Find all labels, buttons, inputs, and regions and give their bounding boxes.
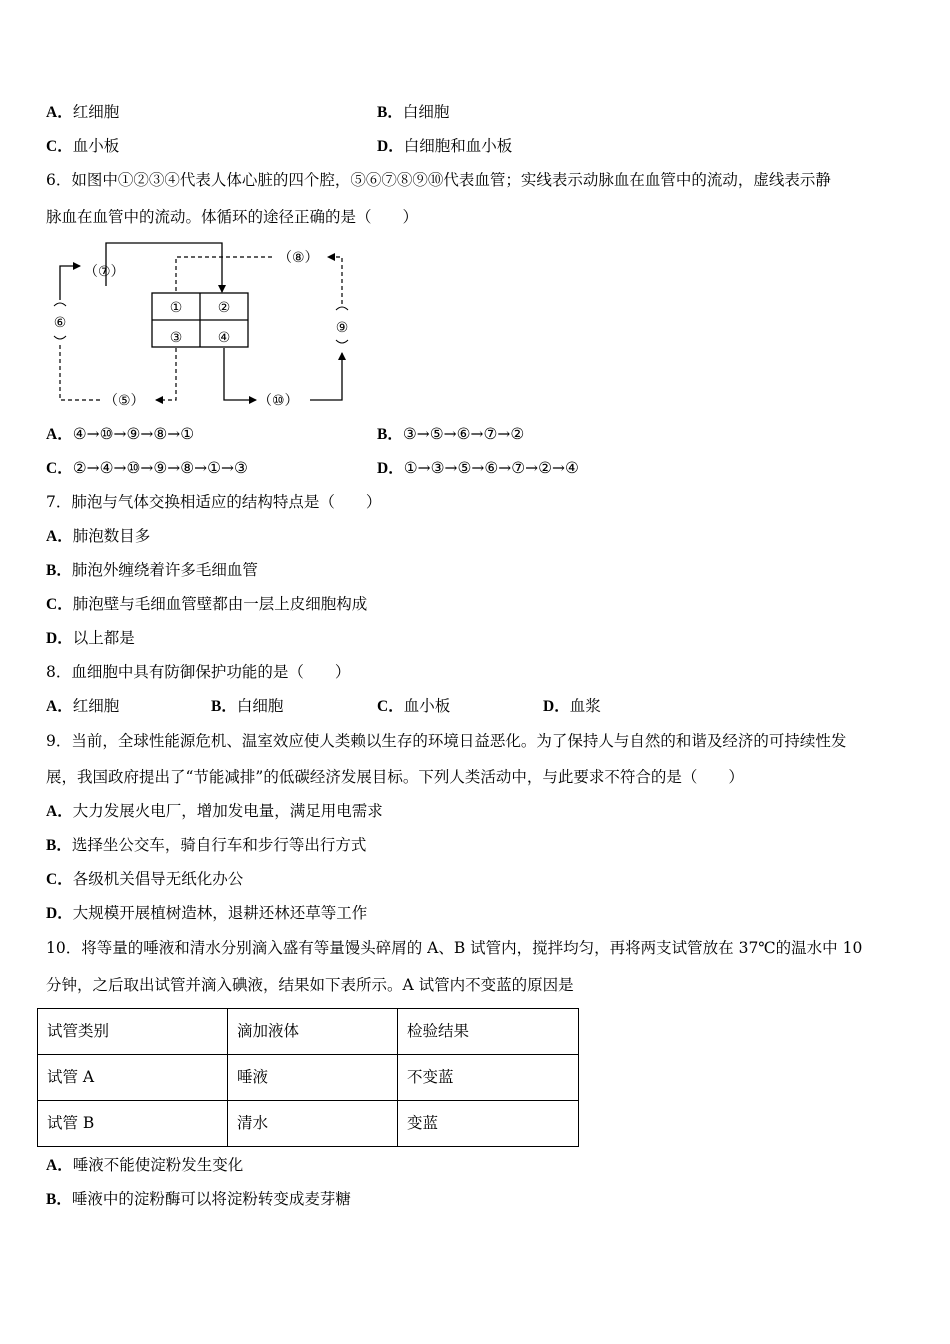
arrow-10-to-9 <box>310 353 342 400</box>
table-header-cell: 检验结果 <box>398 1009 579 1055</box>
option-letter: B． <box>46 837 72 854</box>
option-text: 肺泡外缠绕着许多毛细血管 <box>71 561 258 579</box>
chamber-4-label: ④ <box>217 330 231 346</box>
option-text: 大力发展火电厂，增加发电量，满足用电需求 <box>72 802 383 820</box>
q6-stem-line1: 6．如图中①②③④代表人体心脏的四个腔，⑤⑥⑦⑧⑨⑩代表血管；实线表示动脉血在血管中的流动，虚线表示静 <box>46 171 831 189</box>
q10-stem-line2: 分钟，之后取出试管并滴入碘液，结果如下表所示。A 试管内不变蓝的原因是 <box>46 976 574 994</box>
option-letter: C． <box>46 596 73 613</box>
option-text: 红细胞 <box>72 103 120 121</box>
option-text: 白细胞 <box>236 697 284 715</box>
q6-option-b <box>377 424 524 445</box>
table-cell: 变蓝 <box>398 1101 579 1147</box>
option-text: ③→⑤→⑥→⑦→② <box>402 425 525 443</box>
option-text: 白细胞 <box>402 103 450 121</box>
option-letter: D． <box>377 138 404 155</box>
option-text: 唾液中的淀粉酶可以将淀粉转变成麦芽糖 <box>71 1190 351 1208</box>
q10-stem-line1: 10．将等量的唾液和清水分别滴入盛有等量馒头碎屑的 A、B 试管内，搅拌均匀，再将两支试管放在 37℃的温水中 10 <box>46 939 863 957</box>
option-text: 肺泡壁与毛细血管壁都由一层上皮细胞构成 <box>72 595 368 613</box>
table-cell: 试管 A <box>38 1055 228 1101</box>
q8-option-c <box>377 696 450 717</box>
option-letter: C． <box>377 698 404 715</box>
q7-stem: 7．肺泡与气体交换相适应的结构特点是（ ） <box>46 493 382 511</box>
q9-option-d <box>46 903 367 924</box>
table-cell: 唾液 <box>228 1055 398 1101</box>
heart-chambers <box>152 293 248 347</box>
q5-option-b <box>377 102 449 123</box>
dashed-9-to-8 <box>328 257 342 304</box>
vessel-6-paren-bottom <box>54 336 66 339</box>
q10-option-b <box>46 1189 351 1210</box>
table-cell: 试管 B <box>38 1101 228 1147</box>
q7-option-d <box>46 628 135 649</box>
option-letter: B． <box>211 698 237 715</box>
chamber-3-label: ③ <box>169 330 183 346</box>
q6-option-a <box>46 424 194 445</box>
option-text: ①→③→⑤→⑥→⑦→②→④ <box>403 459 579 477</box>
q8-option-b <box>211 696 283 717</box>
q9-stem-line2: 展，我国政府提出了“节能减排”的低碳经济发展目标。下列人类活动中，与此要求不符合的是（ ） <box>46 768 744 786</box>
q6-option-c <box>46 458 248 479</box>
vessel-6-label: ⑥ <box>53 315 67 331</box>
vessel-5-label: （⑤） <box>104 393 145 409</box>
table-row <box>38 1055 579 1101</box>
option-letter: C． <box>46 138 73 155</box>
result-table <box>37 1008 579 1147</box>
option-letter: D． <box>46 630 73 647</box>
chamber-2-label: ② <box>217 300 231 316</box>
q6-stem-line2: 脉血在血管中的流动。体循环的途径正确的是（ ） <box>46 208 419 226</box>
q10-option-a <box>46 1155 243 1176</box>
option-letter: D． <box>543 698 570 715</box>
arrow-4-to-10 <box>224 348 256 400</box>
option-letter: B． <box>377 104 403 121</box>
option-text: 选择坐公交车，骑自行车和步行等出行方式 <box>71 836 367 854</box>
option-text: ②→④→⑩→⑨→⑧→①→③ <box>72 459 248 477</box>
option-text: 以上都是 <box>72 629 135 647</box>
q9-option-c <box>46 869 243 890</box>
q7-option-a <box>46 526 150 547</box>
chamber-1-label: ① <box>169 300 183 316</box>
table-header-cell: 试管类别 <box>38 1009 228 1055</box>
option-letter: D． <box>377 460 404 477</box>
q9-stem-line1: 9．当前，全球性能源危机、温室效应使人类赖以生存的环境日益恶化。为了保持人与自然的和谐及经济的可持续性发 <box>46 732 847 750</box>
option-text: 血浆 <box>569 697 601 715</box>
q7-option-b <box>46 560 258 581</box>
option-text: 唾液不能使淀粉发生变化 <box>72 1156 244 1174</box>
option-text: 白细胞和血小板 <box>403 137 513 155</box>
vessel-9-paren-top <box>336 307 348 310</box>
dashed-5-to-6 <box>60 344 100 400</box>
q5-option-c <box>46 136 119 157</box>
table-header-cell: 滴加液体 <box>228 1009 398 1055</box>
table-cell: 清水 <box>228 1101 398 1147</box>
option-letter: A． <box>46 426 73 443</box>
vessel-8-label: （⑧） <box>278 250 319 266</box>
option-letter: A． <box>46 528 73 545</box>
vessel-7-label: （⑦） <box>84 264 125 280</box>
option-text: 各级机关倡导无纸化办公 <box>72 870 244 888</box>
vessel-10-label: （⑩） <box>258 393 299 409</box>
dashed-8-to-1 <box>176 257 272 292</box>
option-letter: C． <box>46 871 73 888</box>
table-cell: 不变蓝 <box>398 1055 579 1101</box>
q9-option-a <box>46 801 383 822</box>
vessel-9-label: ⑨ <box>335 320 349 336</box>
circulation-diagram <box>44 236 364 416</box>
option-letter: A． <box>46 1157 73 1174</box>
q5-option-d <box>377 136 512 157</box>
option-text: 大规模开展植树造林，退耕还林还草等工作 <box>72 904 368 922</box>
arrow-6-to-7 <box>60 266 80 300</box>
vessel-6-paren-top <box>54 303 66 306</box>
option-text: 肺泡数目多 <box>72 527 151 545</box>
option-letter: C． <box>46 460 73 477</box>
option-text: 血小板 <box>72 137 120 155</box>
option-letter: B． <box>46 562 72 579</box>
dashed-3-to-5 <box>156 348 176 400</box>
q9-option-b <box>46 835 366 856</box>
q6-option-d <box>377 458 579 479</box>
option-letter: D． <box>46 905 73 922</box>
q5-option-a <box>46 102 119 123</box>
option-letter: A． <box>46 698 73 715</box>
q7-option-c <box>46 594 367 615</box>
q8-option-a <box>46 696 119 717</box>
q8-stem: 8．血细胞中具有防御保护功能的是（ ） <box>46 663 351 681</box>
option-text: ④→⑩→⑨→⑧→① <box>72 425 195 443</box>
option-letter: B． <box>377 426 403 443</box>
table-row <box>38 1101 579 1147</box>
q8-option-d <box>543 696 601 717</box>
option-letter: B． <box>46 1191 72 1208</box>
option-text: 红细胞 <box>72 697 120 715</box>
vessel-9-paren-bottom <box>336 340 348 343</box>
table-header-row <box>38 1009 579 1055</box>
option-letter: A． <box>46 104 73 121</box>
option-letter: A． <box>46 803 73 820</box>
option-text: 血小板 <box>403 697 451 715</box>
